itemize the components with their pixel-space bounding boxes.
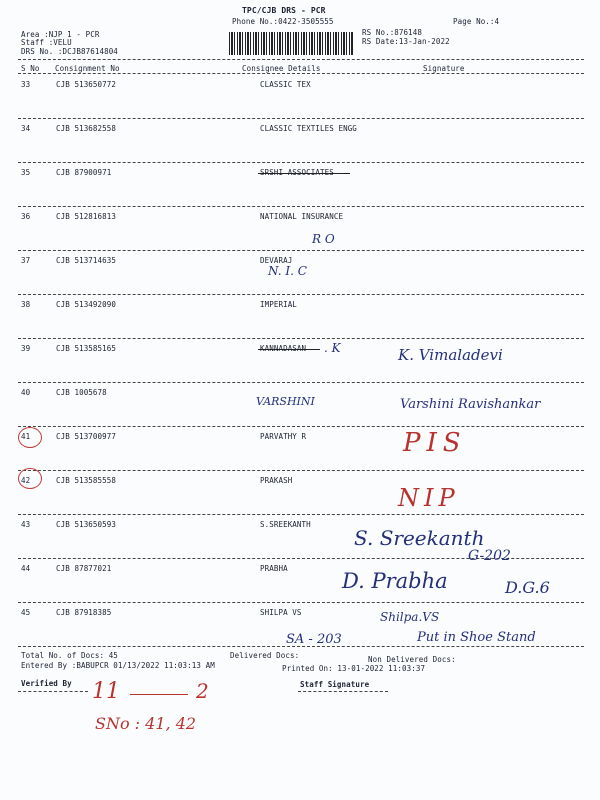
column-consignee: Consignee Details [242, 64, 321, 73]
handwritten-nic: N. I. C [268, 264, 307, 278]
row-divider [18, 338, 584, 339]
row-consignee: DEVARAJ [260, 256, 293, 265]
handwritten-varshini: VARSHINI [256, 395, 315, 408]
row-consignment: CJB 513682558 [56, 124, 116, 133]
row-divider [18, 206, 584, 207]
row-consignee: NATIONAL INSURANCE [260, 212, 344, 221]
handwritten-putin-shoe-stand: Put in Shoe Stand [417, 630, 536, 645]
row-sno: 40 [21, 388, 31, 397]
row-consignment: CJB 513650593 [56, 520, 116, 529]
handwritten-count-11: 11 [92, 679, 120, 704]
page-number: Page No.:4 [453, 17, 500, 26]
rs-number: RS No.:876148 [362, 28, 422, 37]
handwritten-k: . K [324, 341, 341, 355]
row-sno: 38 [21, 300, 31, 309]
row-consignee: CLASSIC TEXTILES ENGG [260, 124, 357, 133]
row-sno: 42 [21, 476, 31, 485]
strike-mark [258, 349, 320, 350]
row-consignment: CJB 87877021 [56, 564, 112, 573]
red-circle-mark [18, 468, 42, 489]
staff-signature-underline [298, 691, 388, 692]
row-consignee: IMPERIAL [260, 300, 297, 309]
footer-divider [18, 646, 584, 647]
document-title: TPC/CJB DRS - PCR [242, 6, 326, 15]
row-consignment: CJB 513650772 [56, 80, 116, 89]
row-consignee: S.SREEKANTH [260, 520, 311, 529]
row-consignment: CJB 513585558 [56, 476, 116, 485]
row-consignment: CJB 513492090 [56, 300, 116, 309]
row-consignment: CJB 513714635 [56, 256, 116, 265]
handwritten-shilpa: Shilpa.VS [380, 610, 440, 624]
row-consignment: CJB 512816813 [56, 212, 116, 221]
row-sno: 34 [21, 124, 31, 133]
row-divider [18, 294, 584, 295]
row-sno: 43 [21, 520, 31, 529]
area-label: Area :NJP 1 - PCR [21, 30, 100, 39]
rs-date: RS Date:13-Jan-2022 [362, 37, 450, 46]
row-divider [18, 426, 584, 427]
row-sno: 37 [21, 256, 31, 265]
row-divider [18, 602, 584, 603]
row-divider [18, 162, 584, 163]
barcode [229, 32, 354, 55]
row-consignee: SHILPA VS [260, 608, 302, 617]
row-consignment: CJB 1005678 [56, 388, 107, 397]
red-circle-mark [18, 427, 42, 448]
row-consignment: CJB 513585165 [56, 344, 116, 353]
handwritten-dash [130, 694, 188, 695]
handwritten-g-202: G-202 [468, 548, 511, 564]
row-sno: 35 [21, 168, 31, 177]
drs-number: DRS No. :DCJB87614804 [21, 47, 118, 56]
non-delivered-docs: Non Delivered Docs: [368, 655, 456, 664]
printed-on: Printed On: 13-01-2022 11:03:37 [282, 664, 426, 673]
column-sno: S No [21, 64, 40, 73]
row-consignment: CJB 513700977 [56, 432, 116, 441]
row-sno: 39 [21, 344, 31, 353]
row-divider [18, 118, 584, 119]
handwritten-k-vimaladevi: K. Vimaladevi [398, 346, 503, 364]
handwritten-varshini-ravishankar: Varshini Ravishankar [400, 397, 541, 412]
strike-mark [258, 173, 350, 174]
row-divider [18, 514, 584, 515]
row-consignee: CLASSIC TEX [260, 80, 311, 89]
delivered-docs: Delivered Docs: [230, 651, 300, 660]
column-signature: Signature [423, 64, 465, 73]
row-sno: 41 [21, 432, 31, 441]
staff-signature-label: Staff Signature [300, 680, 370, 689]
verified-by-underline [18, 691, 88, 692]
column-consignment: Consignment No [55, 64, 120, 73]
phone-number: Phone No.:0422-3505555 [232, 17, 334, 26]
total-docs: Total No. of Docs: 45 [21, 651, 118, 660]
staff-label: Staff :VELU [21, 38, 72, 47]
handwritten-pis: PIS [403, 428, 467, 458]
row-consignee: PRABHA [260, 564, 288, 573]
verified-by-label: Verified By [21, 679, 72, 688]
row-divider [18, 250, 584, 251]
row-divider [18, 470, 584, 471]
handwritten-sa-203: SA - 203 [286, 632, 342, 647]
handwritten-count-2: 2 [196, 679, 209, 703]
row-sno: 44 [21, 564, 31, 573]
row-sno: 36 [21, 212, 31, 221]
handwritten-sno-note: SNo : 41, 42 [95, 714, 197, 733]
handwritten-nip: NIP [398, 484, 460, 512]
row-consignee: PRAKASH [260, 476, 293, 485]
handwritten-dg6: D.G.6 [505, 578, 550, 597]
row-consignment: CJB 87900971 [56, 168, 112, 177]
row-consignee: PARVATHY R [260, 432, 307, 441]
header-divider-top [18, 59, 584, 60]
handwritten-d-prabha: D. Prabha [342, 569, 448, 593]
handwritten-s-sreekanth: S. Sreekanth [354, 526, 485, 550]
entered-by: Entered By :BABUPCR 01/13/2022 11:03:13 AM [21, 661, 215, 670]
row-divider [18, 382, 584, 383]
header-divider-bottom [18, 73, 584, 74]
handwritten-ro: R O [312, 232, 335, 246]
row-consignment: CJB 87918385 [56, 608, 112, 617]
row-sno: 45 [21, 608, 31, 617]
row-sno: 33 [21, 80, 31, 89]
